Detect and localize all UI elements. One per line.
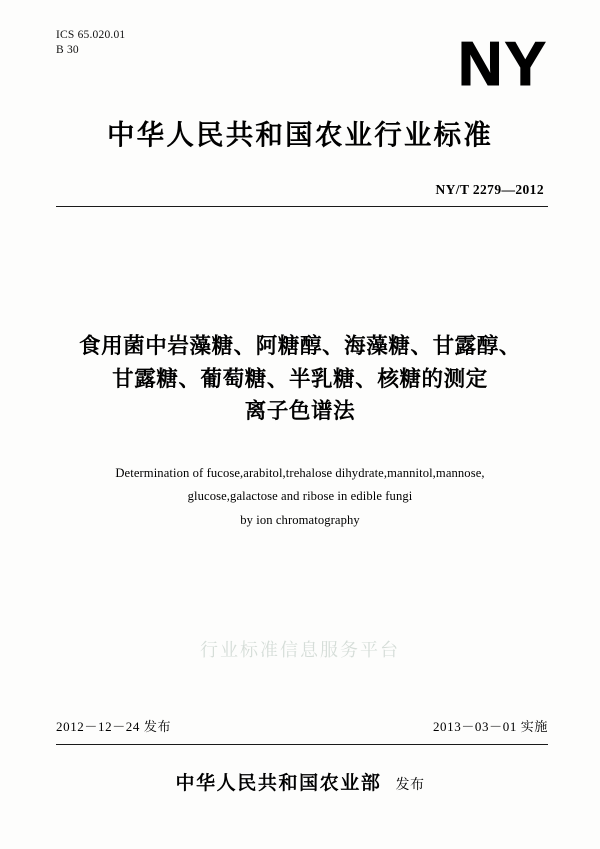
issuing-authority-name: 中华人民共和国农业部 (175, 773, 382, 794)
ny-logo: NY (457, 30, 548, 99)
english-title-line-2: glucose,galactose and ribose in edible fungi (187, 489, 413, 504)
page-title-line-3: 离子色谱法 (244, 399, 356, 424)
ics-code: ICS 65.020.01 (56, 29, 126, 41)
page-title-line-2: 甘露糖、葡萄糖、半乳糖、核糖的测定 (112, 366, 488, 391)
standard-number-text: NY/T 2279—2012 (435, 182, 544, 197)
english-title-line-3: by ion chromatography (240, 512, 360, 527)
dates-row (56, 716, 548, 735)
issue-date: 2012－12－24 发布 (56, 719, 172, 734)
ics-category: B 30 (56, 44, 79, 57)
divider-bottom (56, 744, 548, 745)
page-title-line-1: 食用菌中岩藻糖、阿糖醇、海藻糖、甘露醇、 (78, 334, 521, 358)
watermark-text: 行业标准信息服务平台 (200, 640, 400, 660)
english-title-line-1: Determination of fucose,arabitol,trehalose dihydrate,mannitol,mannose, (115, 466, 485, 480)
national-standard-title: 中华人民共和国农业行业标准 (106, 119, 494, 150)
implementation-date: 2013－03－01 实施 (432, 719, 548, 734)
ics-classification-block (56, 28, 125, 58)
issuing-authority (0, 768, 600, 795)
divider-top (56, 206, 548, 207)
english-title (52, 462, 548, 532)
issuing-authority-suffix: 发布 (395, 776, 425, 792)
page-title (42, 330, 558, 428)
standard-number (436, 182, 545, 199)
